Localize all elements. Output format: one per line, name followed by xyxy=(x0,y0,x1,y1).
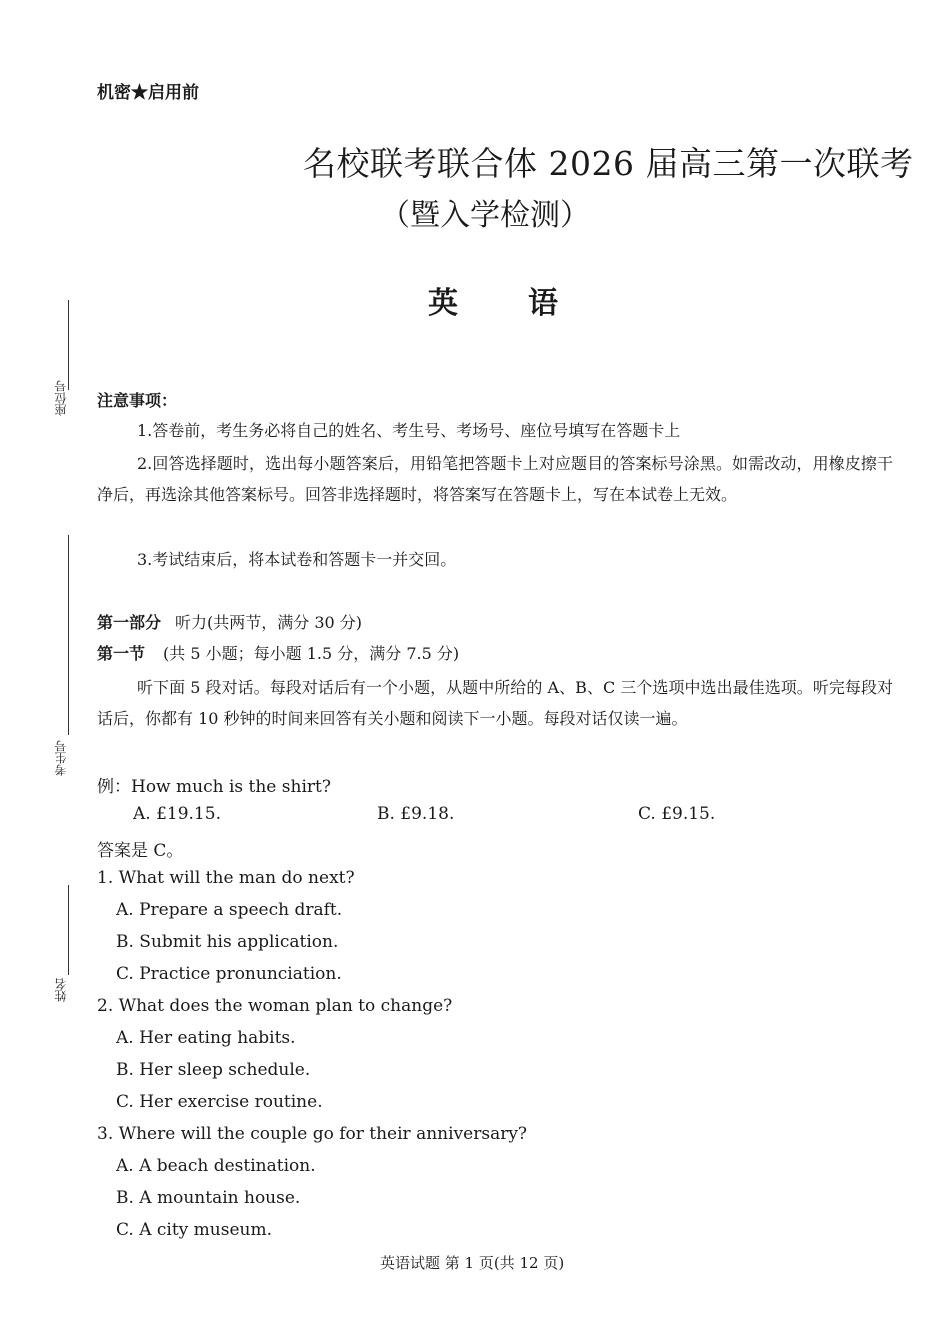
notice-item-3: 3.考试结束后，将本试卷和答题卡一并交回。 xyxy=(137,550,457,569)
question-2-option-c: C. Her exercise routine. xyxy=(116,1092,323,1112)
question-1-option-c: C. Practice pronunciation. xyxy=(116,964,342,984)
name-binding-line xyxy=(68,885,69,975)
notice-title: 注意事项： xyxy=(97,391,178,410)
seat-label: 座位号 xyxy=(54,380,68,416)
section1-instruction: 听下面 5 段对话。每段对话后有一个小题，从题中所给的 A、B、C 三个选项中选出最佳选项。听完每段对话后，你都有 10 秒钟的时间来回答有关小题和阅读下一小题。每段对话仅读一遍。 xyxy=(97,678,893,728)
example-option-c: C. £9.15. xyxy=(638,804,716,824)
exam-id-binding-line xyxy=(68,535,69,735)
exam-id-label: 考生号 xyxy=(54,740,68,776)
seat-binding-line xyxy=(68,300,69,390)
page-footer: 英语试题 第 1 页(共 12 页) xyxy=(380,1254,565,1272)
exam-subtitle: （暨入学检测） xyxy=(380,198,590,233)
question-3-option-a: A. A beach destination. xyxy=(116,1156,316,1176)
question-2-stem: 2. What does the woman plan to change? xyxy=(97,996,453,1016)
question-3-stem: 3. Where will the couple go for their anniversary? xyxy=(97,1124,528,1144)
example-option-a: A. £19.15. xyxy=(133,804,221,824)
question-1-option-b: B. Submit his application. xyxy=(116,932,339,952)
confidential-mark: 机密★启用前 xyxy=(97,83,199,103)
question-2-option-a: A. Her eating habits. xyxy=(116,1028,296,1048)
example-question: 例：How much is the shirt? xyxy=(97,777,331,797)
question-1-stem: 1. What will the man do next? xyxy=(97,868,355,888)
section1-heading xyxy=(97,641,459,664)
part1-heading xyxy=(97,610,362,633)
question-3-option-c: C. A city museum. xyxy=(116,1220,273,1240)
exam-title: 名校联考联合体 2026 届高三第一次联考 xyxy=(303,144,914,183)
part1-label: 第一部分 xyxy=(97,613,162,632)
notice-item-2: 2.回答选择题时，选出每小题答案后，用铅笔把答题卡上对应题目的答案标号涂黑。如需改动，用橡皮擦干净后，再选涂其他答案标号。回答非选择题时，将答案写在答题卡上，写在本试卷上无效。 xyxy=(97,454,893,504)
section1-label: 第一节 xyxy=(97,644,146,663)
subject-title: 英语 xyxy=(428,286,628,321)
question-2-option-b: B. Her sleep schedule. xyxy=(116,1060,311,1080)
example-option-b: B. £9.18. xyxy=(377,804,455,824)
question-1-option-a: A. Prepare a speech draft. xyxy=(116,900,343,920)
section1-desc: (共 5 小题；每小题 1.5 分，满分 7.5 分) xyxy=(163,644,460,663)
notice-item-1: 1.答卷前，考生务必将自己的姓名、考生号、考场号、座位号填写在答题卡上 xyxy=(137,421,681,440)
example-answer: 答案是 C。 xyxy=(97,841,184,861)
name-label: 姓名 xyxy=(54,978,68,1002)
question-3-option-b: B. A mountain house. xyxy=(116,1188,301,1208)
part1-desc: 听力(共两节，满分 30 分) xyxy=(175,613,363,632)
